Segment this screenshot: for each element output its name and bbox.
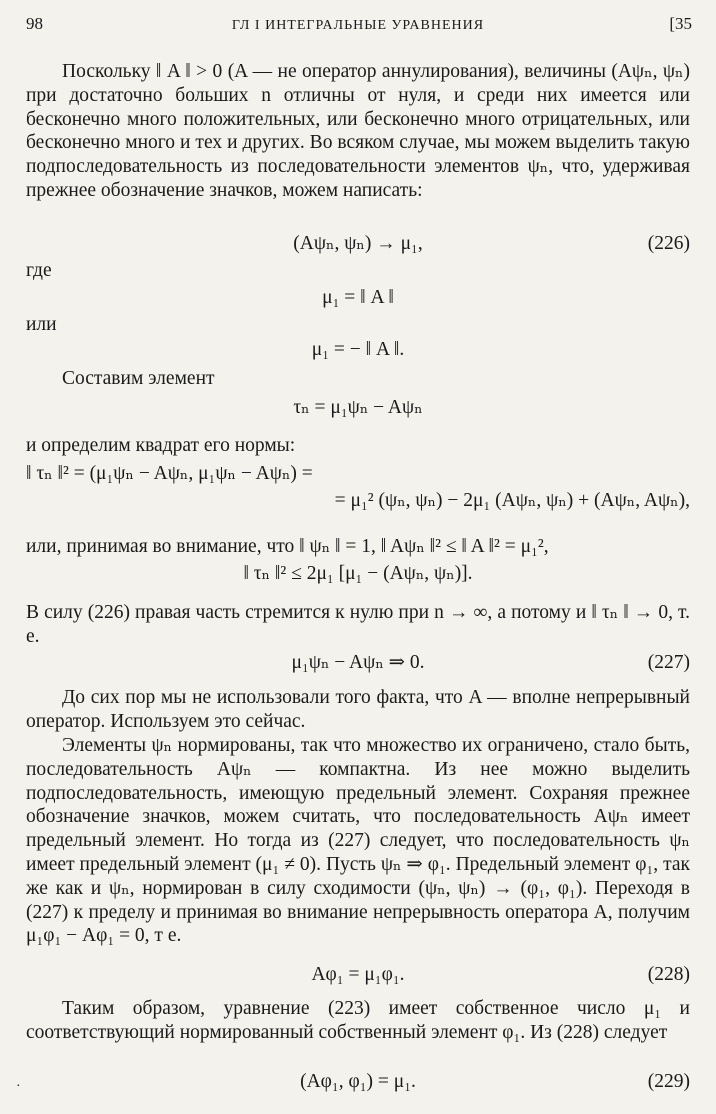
equation-228-tag: (228) <box>647 964 690 985</box>
equation-227-tag: (227) <box>647 652 690 673</box>
equation-226 <box>26 232 690 256</box>
paragraph-1-block <box>26 60 690 203</box>
paragraph-2-block <box>26 601 690 649</box>
mu-equation-1: μ₁ = ‖ A ‖ <box>322 287 394 308</box>
paragraph-2: В силу (226) правая часть стремится к нулю при n → ∞, а потому и ‖ τₙ ‖ → 0, т. е. <box>26 602 690 647</box>
word-where: где <box>26 260 52 281</box>
margin-mark: · <box>16 1079 21 1094</box>
equation-227-body: μ₁ψₙ − Aψₙ ⇒ 0. <box>291 652 425 673</box>
equation-226-tag: (226) <box>647 233 690 254</box>
paragraph-4-block <box>26 734 690 948</box>
paragraph-1: Поскольку ‖ A ‖ > 0 (A — не оператор аннулирования), величины (Aψₙ, ψₙ) при достаточно больших n отличны от нуля, и среди них имеется или бесконечно много положительных, или бесконечно много отрицательных, или бесконечно много и тех и других. Во всяком случае, мы можем выделить такую подпоследовательность из последовательности элементов ψₙ, что, удерживая прежнее обозначение значков, можем написать: <box>26 61 690 201</box>
paragraph-3-block <box>26 686 690 734</box>
equation-229 <box>26 1070 690 1094</box>
equation-229-body: (Aφ₁, φ₁) = μ₁. <box>300 1071 416 1092</box>
section-number: [35 <box>669 14 692 33</box>
equation-228-body: Aφ₁ = μ₁φ₁. <box>311 964 405 985</box>
compose-line: Составим элемент <box>62 368 215 389</box>
norm-intro: и определим квадрат его нормы: <box>26 435 296 456</box>
mu-equation-2: μ₁ = − ‖ A ‖. <box>311 339 405 360</box>
equation-226-body: (Aψₙ, ψₙ) → μ₁, <box>293 233 423 254</box>
paragraph-5: Таким образом, уравнение (223) имеет собственное число μ₁ и соответствующий нормированный собственный элемент φ₁. Из (228) следует <box>26 998 690 1043</box>
paragraph-5-block <box>26 997 690 1045</box>
equation-227 <box>26 651 690 675</box>
equation-228 <box>26 963 690 987</box>
page-number: 98 <box>26 14 43 33</box>
norm-expansion-line-2: = μ₁² (ψₙ, ψₙ) − 2μ₁ (Aψₙ, ψₙ) + (Aψₙ, Aψₙ), <box>334 490 690 511</box>
norm-expansion-line-1: ‖ τₙ ‖² = (μ₁ψₙ − Aψₙ, μ₁ψₙ − Aψₙ) = <box>26 463 313 484</box>
paragraph-3: До сих пор мы не использовали того факта, что A — вполне непрерывный оператор. Используем это сейчас. <box>26 687 690 732</box>
equation-229-tag: (229) <box>647 1071 690 1092</box>
paragraph-4: Элементы ψₙ нормированы, так что множество их ограничено, стало быть, последовательность Aψₙ — компактна. Из нее можно выделить подпоследовательность, имеющую предельный элемент. Сохраняя прежнее обозначение значков, можем считать, что последовательность Aψₙ имеет предельный элемент. Но тогда из (227) следует, что последовательность ψₙ имеет предельный элемент (μ₁ ≠ 0). Пусть ψₙ ⇒ φ₁. Предельный элемент φ₁, так же как и ψₙ, нормирован в силу сходимости (ψₙ, ψₙ) → (φ₁, φ₁). Переходя в (227) к пределу и принимая во внимание непрерывность оператора A, получим μ₁φ₁ − Aφ₁ = 0, т е. <box>26 735 690 947</box>
given-conditions-line: или, принимая во внимание, что ‖ ψₙ ‖ = 1, ‖ Aψₙ ‖² ≤ ‖ A ‖² = μ₁², <box>26 536 549 557</box>
norm-inequality: ‖ τₙ ‖² ≤ 2μ₁ [μ₁ − (Aψₙ, ψₙ)]. <box>243 563 473 584</box>
tau-definition: τₙ = μ₁ψₙ − Aψₙ <box>293 397 423 418</box>
running-title: ГЛ I ИНТЕГРАЛЬНЫЕ УРАВНЕНИЯ <box>231 18 485 33</box>
word-or: или <box>26 314 57 335</box>
